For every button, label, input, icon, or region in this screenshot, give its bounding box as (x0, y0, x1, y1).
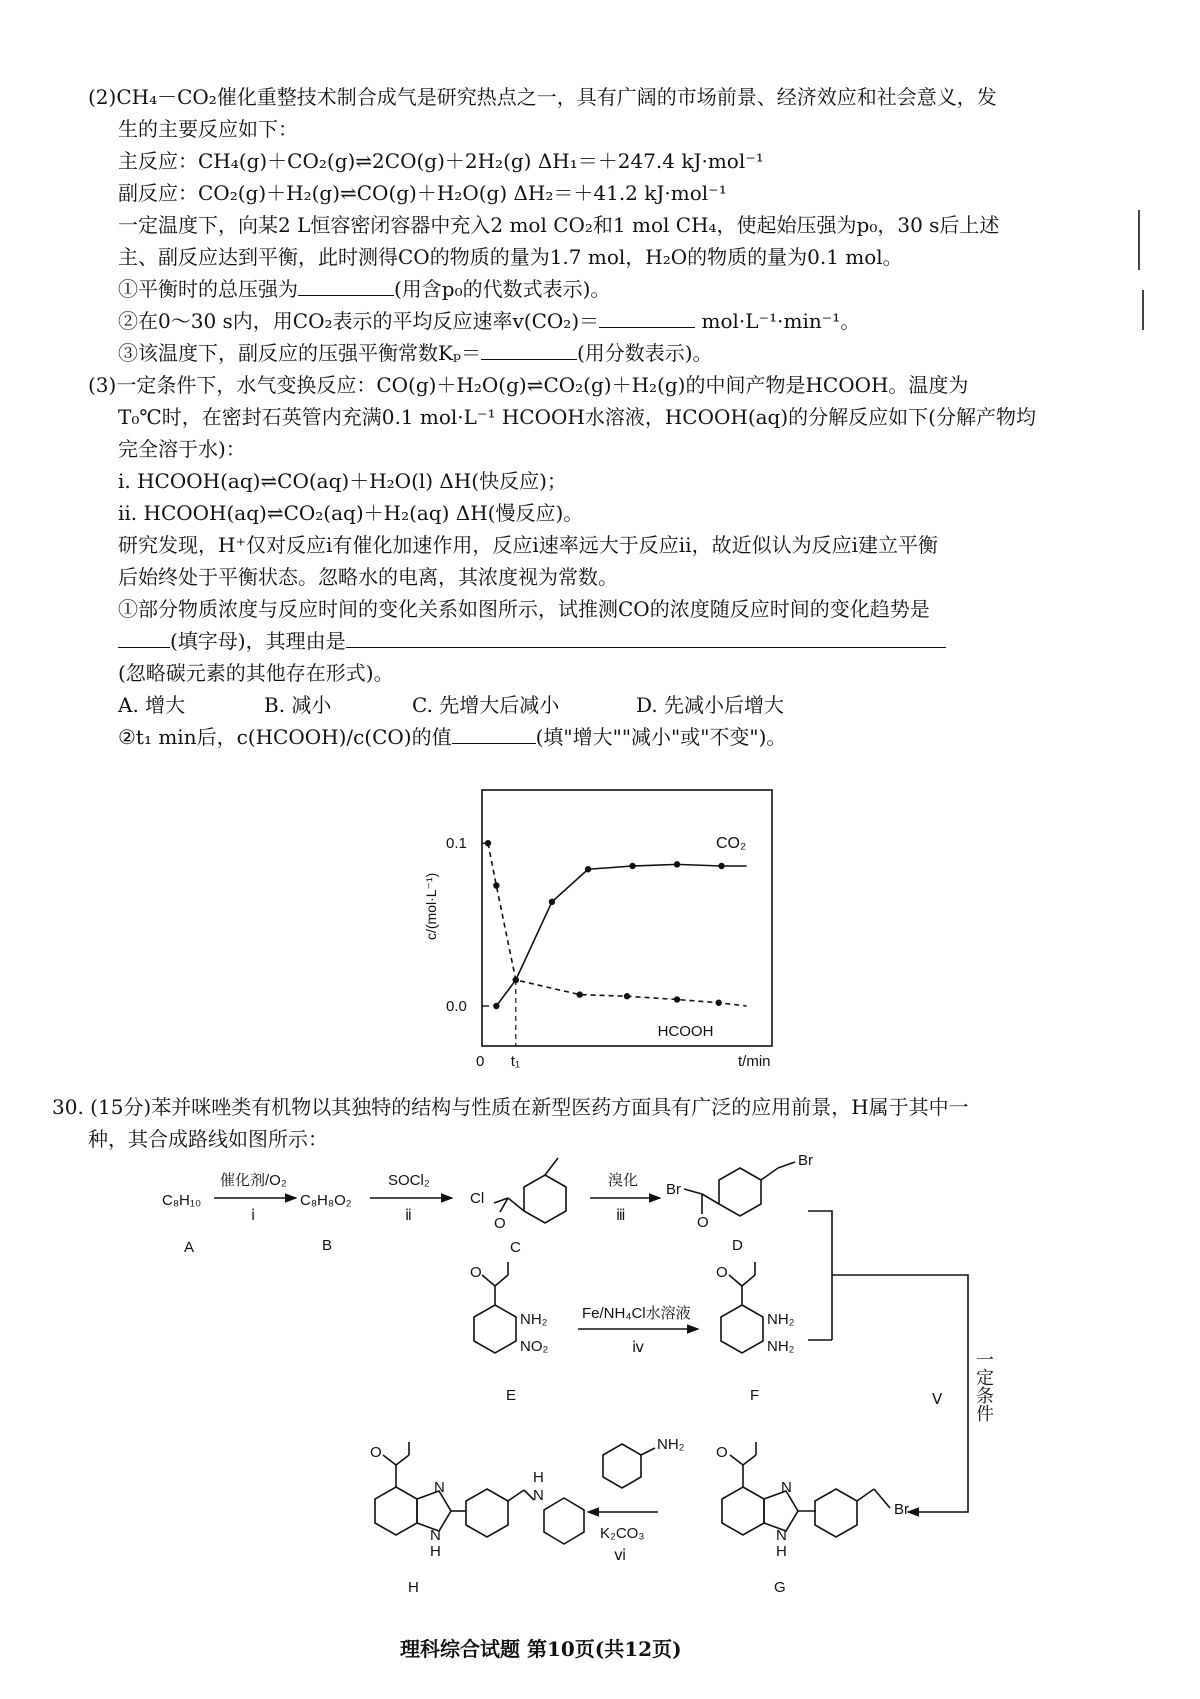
compound-e-label: E (506, 1387, 517, 1404)
compound-e-nh2: NH₂ (520, 1311, 548, 1328)
compound-d-label: D (732, 1237, 743, 1254)
compound-e-no2: NO₂ (520, 1338, 549, 1355)
step-i-condition: 催化剂/O₂ (220, 1172, 287, 1189)
q2-sub3-text-b: (用分数表示)。 (576, 341, 713, 365)
compound-g-o: O (716, 1444, 728, 1461)
q2-sub2-text-b: mol·L⁻¹·min⁻¹。 (701, 309, 861, 333)
page-footer: 理科综合试题 第10页(共12页) (400, 1637, 682, 1661)
compound-g-n1: N (781, 1479, 792, 1496)
q2-sub1-text-b: (用含p₀的代数式表示)。 (394, 277, 611, 301)
y-tick-label: 0.1 (446, 835, 467, 853)
q3-sub2-text-a: ②t₁ min后，c(HCOOH)/c(CO)的值 (118, 725, 452, 749)
q3-option-b: B. 减小 (264, 693, 332, 717)
series-label-co2: CO₂ (715, 834, 747, 852)
y-axis-label: c/(mol·L⁻¹) (423, 872, 439, 940)
step-iv-condition: Fe/NH₄Cl水溶液 (582, 1305, 691, 1322)
step-v-condition: 一定条件 (974, 1350, 994, 1422)
compound-f-nh2-b: NH₂ (767, 1338, 795, 1355)
q3-line2: T₀℃时，在密封石英管内充满0.1 mol·L⁻¹ HCOOH水溶液，HCOOH(aq)的分解反应如下(分解产物均 (118, 405, 1036, 429)
compound-f-o: O (716, 1264, 728, 1281)
compound-h-o: O (370, 1444, 382, 1461)
q2-line2: 生的主要反应如下： (118, 117, 298, 141)
q2-sub1-text-a: ①平衡时的总压强为 (118, 277, 298, 301)
step-ii-number: ⅱ (405, 1207, 412, 1224)
compound-h-nh: N (430, 1527, 441, 1544)
compound-d-o: O (697, 1214, 709, 1231)
q3-sub2-text-b: (填"增大""减小"或"不变")。 (535, 725, 787, 749)
compound-d-br1: Br (666, 1181, 681, 1198)
q3-option-a: A. 增大 (118, 693, 186, 717)
compound-g-label: G (774, 1579, 786, 1596)
q3-line1: (3)一定条件下，水气变换反应：CO(g)＋H₂O(g)⇌CO₂(g)＋H₂(g)的中间产物是HCOOH。温度为 (88, 373, 969, 397)
q3-option-d: D. 先减小后增大 (636, 693, 785, 717)
aniline-reagent-structure (603, 1444, 655, 1488)
q2-sub3-text-a: ③该温度下，副反应的压强平衡常数Kₚ＝ (118, 341, 481, 365)
q2-main-reaction: 主反应：CH₄(g)＋CO₂(g)⇌2CO(g)＋2H₂(g) ΔH₁＝＋247.4 kJ·mol⁻¹ (118, 149, 764, 173)
compound-h-amine-h: H (533, 1469, 544, 1486)
q2-sub2-text-a: ②在0～30 s内，用CO₂表示的平均反应速率v(CO₂)＝ (118, 309, 600, 333)
step-iii-condition: 溴化 (608, 1172, 639, 1189)
y-tick-label: 0.0 (446, 998, 467, 1015)
series-label-hcooh: HCOOH (657, 1023, 714, 1040)
compound-h-h: H (430, 1543, 441, 1560)
step-ii-condition: SOCl₂ (388, 1172, 430, 1189)
compound-g-structure (722, 1442, 890, 1537)
step-vi-number: ⅵ (614, 1547, 627, 1564)
q3-reaction-i: ⅰ. HCOOH(aq)⇌CO(aq)＋H₂O(l) ΔH(快反应)； (118, 469, 567, 493)
q2-line6: 主、副反应达到平衡，此时测得CO的物质的量为1.7 mol，H₂O的物质的量为0.1 mol。 (118, 245, 903, 269)
q3-line6: ①部分物质浓度与反应时间的变化关系如图所示，试推测CO的浓度随反应时间的变化趋势是 (118, 597, 930, 621)
q3-line4: 研究发现，H⁺仅对反应ⅰ有催化加速作用，反应ⅰ速率远大于反应ⅱ，故近似认为反应ⅰ建立平衡 (118, 533, 938, 557)
t1-label: t₁ (510, 1053, 521, 1070)
compound-c-cl: Cl (470, 1190, 485, 1207)
compound-c-structure (494, 1158, 566, 1223)
compound-c-label: C (510, 1239, 521, 1256)
step-i-number: ⅰ (251, 1207, 256, 1224)
q30-line1: 30. (15分)苯并咪唑类有机物以其独特的结构与性质在新型医药方面具有广泛的应用前景，H属于其中一 (52, 1095, 969, 1119)
compound-a-label: A (184, 1239, 195, 1256)
x-axis-label: t/min (738, 1053, 771, 1070)
q3-line5: 后始终处于平衡状态。忽略水的电离，其浓度视为常数。 (118, 565, 618, 589)
convergence-bracket (808, 1211, 968, 1512)
step-v-number: Ⅴ (932, 1391, 943, 1408)
compound-d-structure (684, 1162, 795, 1216)
compound-c-o: O (494, 1215, 506, 1232)
q3-line3: 完全溶于水)： (118, 437, 246, 461)
compound-b-label: B (322, 1237, 333, 1254)
q2-side-reaction: 副反应：CO₂(g)＋H₂(g)⇌CO(g)＋H₂O(g) ΔH₂＝＋41.2 kJ·mol⁻¹ (118, 181, 727, 205)
aniline-nh2: NH₂ (657, 1436, 685, 1453)
q2-line5: 一定温度下，向某2 L恒容密闭容器中充入2 mol CO₂和1 mol CH₄，使起始压强为p₀，30 s后上述 (118, 213, 1000, 237)
step-iv-number: ⅳ (632, 1339, 645, 1356)
q30-line2: 种，其合成路线如图所示： (88, 1127, 328, 1151)
scan-mark (1138, 210, 1140, 270)
scan-mark (1142, 290, 1144, 330)
step-iii-number: ⅲ (616, 1207, 626, 1224)
compound-f-label: F (750, 1387, 760, 1404)
compound-g-h: H (776, 1543, 787, 1560)
q2-line1: (2)CH₄－CO₂催化重整技术制合成气是研究热点之一，具有广阔的市场前景、经济效应和社会意义，发 (88, 85, 997, 109)
compound-h-structure (375, 1442, 584, 1544)
compound-h-amine-n: N (533, 1487, 544, 1504)
compound-g-br: Br (894, 1501, 909, 1518)
q3-option-c: C. 先增大后减小 (412, 693, 560, 717)
q3-line8: (忽略碳元素的其他存在形式)。 (118, 661, 394, 685)
x-origin-label: 0 (476, 1053, 485, 1070)
compound-f-nh2-a: NH₂ (767, 1311, 795, 1328)
q3-line7-text: (填字母)，其理由是 (170, 629, 346, 653)
compound-e-o: O (470, 1264, 482, 1281)
compound-g-nh: N (776, 1527, 787, 1544)
compound-b-formula: C₈H₈O₂ (300, 1192, 352, 1209)
compound-h-n1: N (434, 1479, 445, 1496)
compound-a-formula: C₈H₁₀ (162, 1192, 202, 1209)
step-vi-condition: K₂CO₃ (600, 1525, 645, 1542)
q3-reaction-ii: ⅱ. HCOOH(aq)⇌CO₂(aq)＋H₂(aq) ΔH(慢反应)。 (118, 501, 584, 525)
compound-h-label: H (408, 1579, 419, 1596)
compound-d-br2: Br (798, 1152, 813, 1169)
